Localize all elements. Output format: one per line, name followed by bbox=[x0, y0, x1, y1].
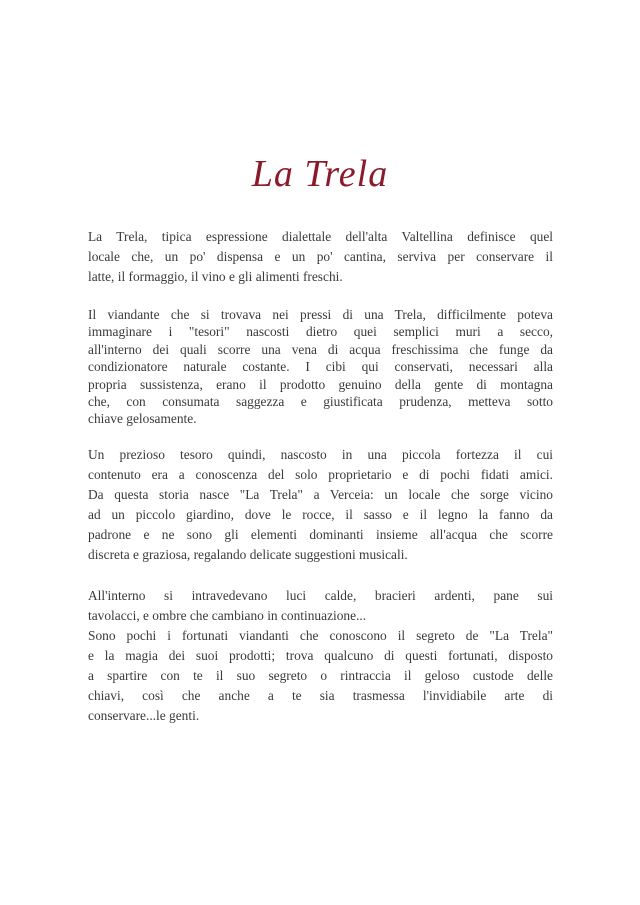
text-line: locale che, un po' dispensa e un po' cantina, serviva per conservare il bbox=[88, 249, 553, 264]
text-line: All'interno si intravedevano luci calde, bracieri ardenti, pane sui bbox=[88, 588, 553, 603]
text-line: ad un piccolo giardino, dove le rocce, il sasso e il legno la fanno da bbox=[88, 507, 553, 522]
text-line: chiave gelosamente. bbox=[88, 411, 197, 427]
paragraph-2 bbox=[88, 306, 553, 428]
text-line: e la magia dei suoi prodotti; trova qualcuno di questi fortunati, disposto bbox=[88, 648, 553, 663]
text-line: padrone e ne sono gli elementi dominanti insieme all'acqua che scorre bbox=[88, 527, 553, 542]
text-line: conservare...le genti. bbox=[88, 708, 200, 723]
text-line: La Trela, tipica espressione dialettale dell'alta Valtellina definisce quel bbox=[88, 229, 553, 244]
text-line: discreta e graziosa, regalando delicate suggestioni musicali. bbox=[88, 547, 408, 562]
text-line: contenuto era a conoscenza del solo proprietario e di pochi fidati amici. bbox=[88, 467, 553, 482]
text-line: Da questa storia nasce "La Trela" a Verceia: un locale che sorge vicino bbox=[88, 487, 553, 502]
paragraph-3 bbox=[88, 445, 553, 565]
text-line: immaginare i "tesori" nascosti dietro quei semplici muri a secco, bbox=[88, 324, 553, 340]
text-line: condizionatore naturale costante. I cibi qui conservati, necessari alla bbox=[88, 359, 553, 375]
text-line: Sono pochi i fortunati viandanti che conoscono il segreto de "La Trela" bbox=[88, 628, 553, 643]
text-line: propria sussistenza, erano il prodotto genuino della gente di montagna bbox=[88, 376, 553, 392]
text-line: latte, il formaggio, il vino e gli alimenti freschi. bbox=[88, 269, 343, 284]
text-line: chiavi, così che anche a te sia trasmessa l'invidiabile arte di bbox=[88, 688, 553, 703]
text-line: che, con consumata saggezza e giustificata prudenza, metteva sotto bbox=[88, 393, 553, 409]
page-title: La Trela bbox=[251, 153, 389, 195]
text-line: all'interno dei quali scorre una vena di acqua freschissima che funge da bbox=[88, 341, 553, 357]
text-line: Un prezioso tesoro quindi, nascosto in una piccola fortezza il cui bbox=[88, 447, 553, 462]
text-line: tavolacci, e ombre che cambiano in continuazione... bbox=[88, 608, 367, 623]
text-line: Il viandante che si trovava nei pressi di una Trela, difficilmente poteva bbox=[88, 307, 553, 322]
text-line: a spartire con te il suo segreto o rintraccia il geloso custode delle bbox=[88, 668, 553, 683]
paragraph-4 bbox=[88, 586, 553, 726]
paragraph-1 bbox=[88, 227, 553, 287]
